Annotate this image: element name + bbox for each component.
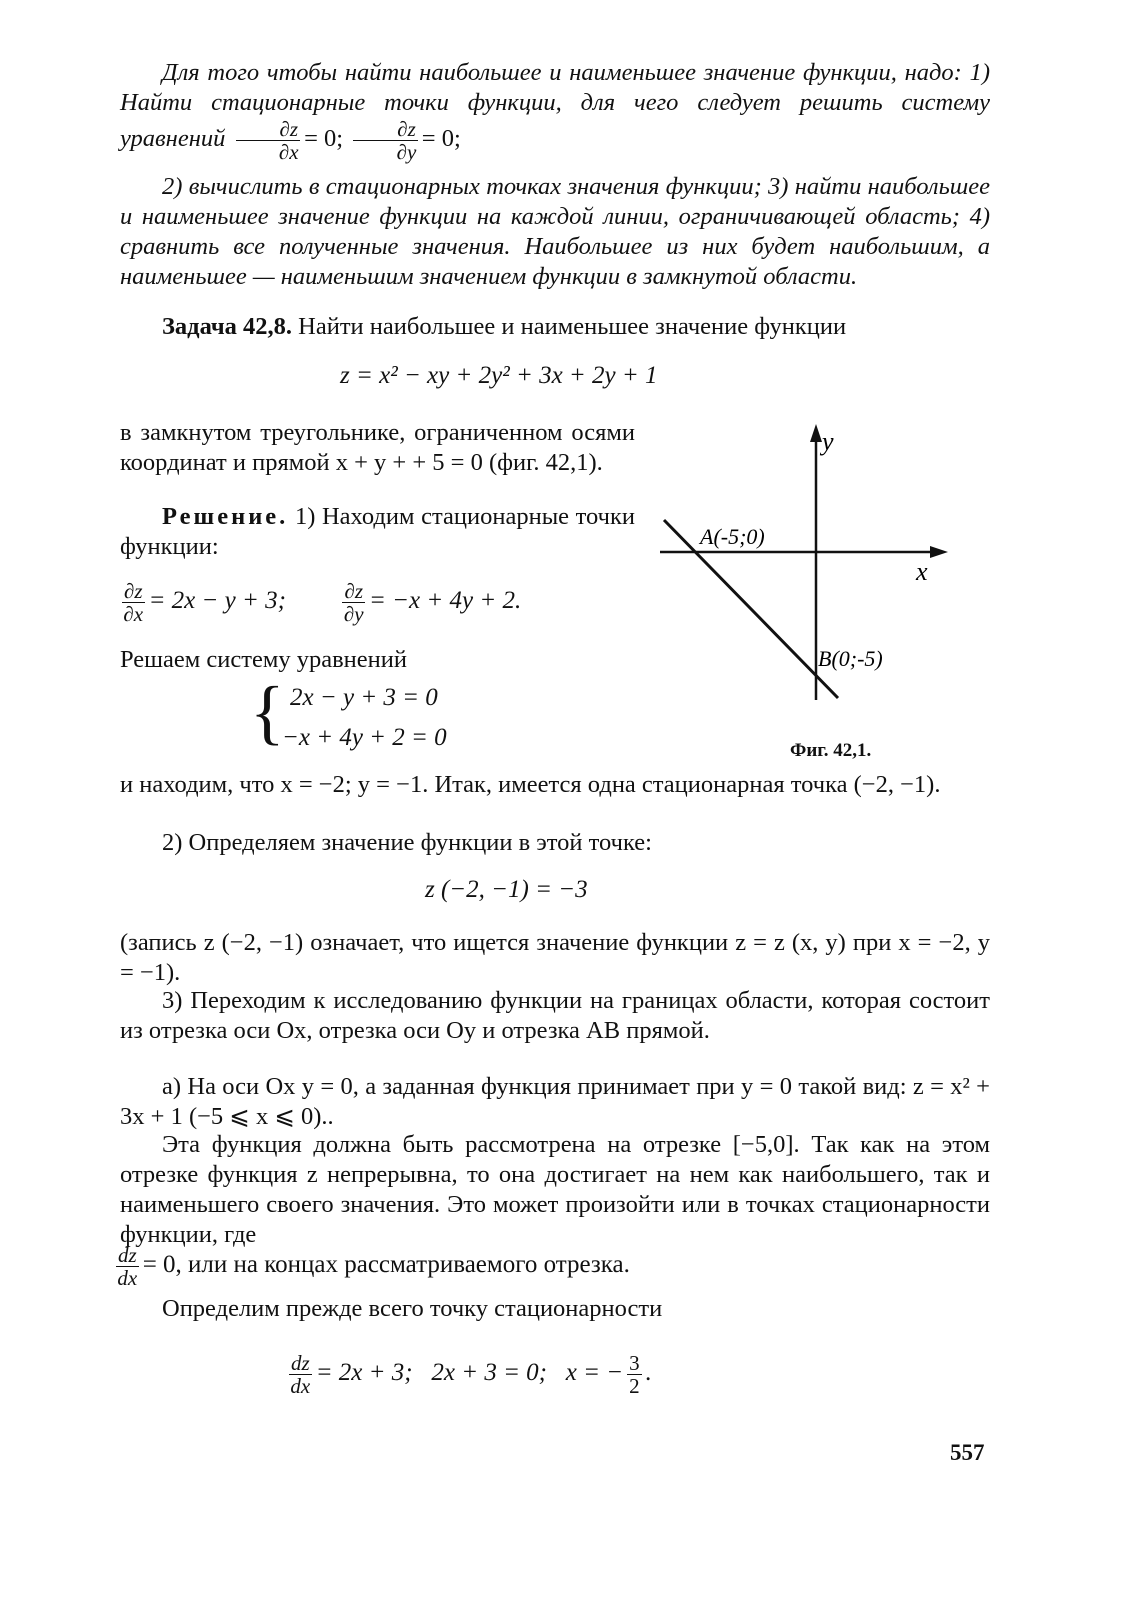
steps-paragraph: 2) вычислить в стационарных точках значения функции; 3) найти наибольшее и наименьшее значение функции на каждой линии, ограничивающей область; 4) сравнить все полученные значения. Наибольшее из них будет наибольшим, а наименьшее — наименьшим значением функции в замкнутой области. <box>120 173 990 290</box>
figure-caption: Фиг. 42,1. <box>790 740 872 761</box>
define-paragraph: Определим прежде всего точку стационарности <box>162 1295 663 1322</box>
solution-paragraph <box>120 502 635 562</box>
partial-derivatives: $\frac{\partial z}{\partial x}$ = 2x − y + 3; $\frac{\partial z}{\partial y}$ = −x + 4y + 2. <box>123 579 522 626</box>
dzdy-rhs: = −x + 4y + 2. <box>369 587 522 615</box>
page-number: 557 <box>950 1440 985 1465</box>
dzdx-rhs: = 2x − y + 3; <box>148 587 286 615</box>
x-axis-label: x <box>916 557 928 586</box>
solution-text: 1) Находим стационарные точки функции: <box>120 503 636 560</box>
y-axis-arrow <box>810 424 822 442</box>
segment-end-line: $\frac{dz}{dx}$ = 0, или на концах рассматриваемого отрезка. <box>117 1243 630 1290</box>
system-eq1: 2x − y + 3 = 0 <box>290 684 438 711</box>
triangle-paragraph: в замкнутом треугольнике, ограниченном осями координат и прямой x + y + + 5 = 0 (фиг. 42,1). <box>120 419 635 476</box>
segment-paragraph: Эта функция должна быть рассмотрена на отрезке [−5,0]. Так как на этом отрезке функция z непрерывна, то она достигает на нем как наибольшего, так и наименьшего своего значения. Это может произойти или в точках стационарности функции, где <box>120 1131 990 1248</box>
x-axis-arrow <box>930 546 948 558</box>
partial-z-x: $\frac{\partial z}{\partial x}$ <box>236 118 301 163</box>
point-a-label: A(-5;0) <box>700 524 765 549</box>
system-intro: Решаем систему уравнений <box>120 646 408 673</box>
intro-text: Для того чтобы найти наибольшее и наименьшее значение функции, надо: 1) Найти стационарные точки функции, для чего следует решить систему уравнений <box>120 59 990 153</box>
figure-42-1 <box>650 420 980 720</box>
final-formula: $\frac{dz}{dx}$ = 2x + 3; 2x + 3 = 0; x = − $\frac{3}{2}$ . <box>290 1351 652 1398</box>
system-eq2: −x + 4y + 2 = 0 <box>282 724 447 751</box>
step3-paragraph: 3) Переходим к исследованию функции на границах области, которая состоит из отрезка оси Ox, отрезка оси Oy и отрезка AB прямой. <box>120 987 990 1044</box>
task-label: Задача 42,8. <box>162 313 293 340</box>
step2-paragraph: 2) Определяем значение функции в этой точке: <box>162 829 652 856</box>
found-paragraph: и находим, что x = −2; y = −1. Итак, имеется одна стационарная точка (−2, −1). <box>120 771 941 798</box>
value-formula: z (−2, −1) = −3 <box>425 876 588 903</box>
solution-label: Решение. <box>162 503 289 530</box>
task-paragraph <box>120 312 990 342</box>
intro-paragraph: Для того чтобы найти наибольшее и наименьшее значение функции, надо: 1) Найти стационарные точки функции, для чего следует решить систему уравнений $\frac{\partial z}{\partial x}$ = 0; $\frac{\partial z}{\partial y}$ = 0; <box>120 59 990 164</box>
partial-z-y: $\frac{\partial z}{\partial y}$ <box>353 118 418 163</box>
note-paragraph: (запись z (−2, −1) означает, что ищется значение функции z = z (x, y) при x = −2, y = −1). <box>120 929 990 986</box>
task-formula: z = x² − xy + 2y² + 3x + 2y + 1 <box>340 362 658 389</box>
point-b-label: B(0;-5) <box>818 646 883 671</box>
task-text: Найти наибольшее и наименьшее значение функции <box>298 313 847 340</box>
step-a-paragraph: а) На оси Ox y = 0, а заданная функция принимает при y = 0 такой вид: z = x² + 3x + 1 (−5 ⩽ x ⩽ 0).. <box>120 1073 990 1130</box>
segment-end-text: = 0, или на концах рассматриваемого отрезка. <box>142 1251 630 1279</box>
y-axis-label: y <box>822 427 834 456</box>
system-brace: { <box>250 672 285 752</box>
